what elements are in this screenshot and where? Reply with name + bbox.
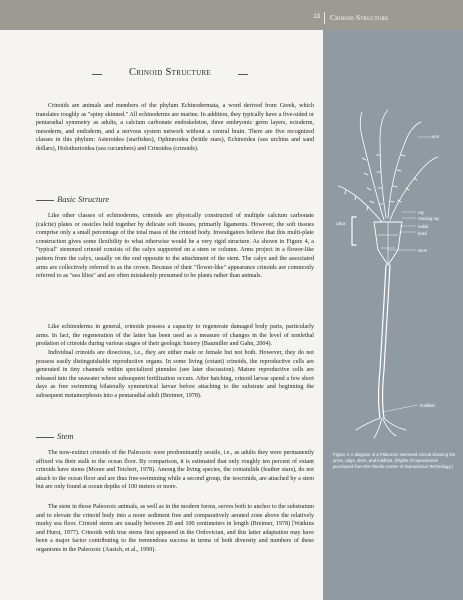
label-arm: arm [432,134,440,139]
arm-2 [380,110,388,218]
label-calyx: calyx [336,221,346,226]
stem-paragraph-1: The now-extinct crinoids of the Paleozoic were predominantly sessile, i.e., as adults they were permanently affixed via their stalk to the ocean floor. By comparison, it is estimated that only roughly ten percent of extant crinoids have stems (Moore and Teichert, 1978). Among the living species, the comatulids (feather stars), do not attach to the ocean floor and are thus free-swimming while a second group, the isocrinids, are attached by a stem but are only found at ocean depths of 100 meters or more. [36,450,314,491]
header-divider [324,12,325,24]
caption-text: Figure 4. A diagram of a Paleozoic stemmed crinoid showing the arms, calyx, stem, and holdfast. [333,452,456,464]
figure-caption [333,452,457,470]
crinoid-diagram [326,100,463,440]
section-rule-basic [36,200,54,201]
label-basil: basil [418,231,427,236]
section-heading-basic: Basic Structure [57,194,110,204]
section-rule-stem [36,437,54,438]
label-stem: stem [418,248,428,253]
basic-paragraph-1: Like other classes of echinoderms, crinoids are physically constructed of multiple calcium carbonate (calcite) plates or ossicles held together by delicate soft tissues, primarily ligaments. However, the soft tissues comprise only a small percentage of the total mass of the crinoid body. Investigators believe that this multi-plate construction gives some flexibility to what otherwise would be a very rigid structure. As shown in Figure 4, a "typical" stemmed crinoid consists of the calyx supported on a stem or column. Arms project in a flower-like pattern from the calyx, usually on the end opposite to the attachment of the stem. The calyx and the associated arms are collectively referred to as the crown. Because of their "flower-like" appearance crinoids are commonly referred to as "sea lilies" and are often mistakenly presumed to be plants rather than animals. [36,213,314,280]
page-number: 13 [313,14,320,20]
label-missing-ray: missing ray [418,216,440,221]
basic-paragraph-2: Like echinoderms in general, crinoids possess a capacity to regenerate damaged body parts, particularly arms. In fact, the regeneration of the latter has been used as a measure of changes in the level of nonlethal predation of crinoids during various stages of their geologic history (Baumiller and Gahn, 2004). [36,324,314,348]
label-ray: ray [418,210,424,215]
arm-3 [388,122,421,218]
section-heading-stem: Stem [57,431,74,441]
caption-credit: (Rights of reproduction purchased from the Florida Center of Instructional Technology.) [333,458,453,470]
label-radial: radial [418,224,429,229]
label-holdfast: holdfast [420,403,435,408]
header-band [0,0,463,30]
arm-4 [390,157,438,220]
intro-paragraph: Crinoids are animals and members of the phylum Echinodermata, a word derived from Greek, which translates roughly as "spiny skinned." All echinoderms are marine. In addition, they typically have a five-sided or pentaradial symmetry as adults, a calcium carbonate endoskeleton, three embryonic germ layers, ectoderm, mesoderm, and endoderm, and a nervous system network without a central brain. There are five recognized classes in this phylum: Asteroidea (starfishes), Ophiuroidea (brittle stars), Echinoidea (sea urchins and sand dollars), Holothurioidea (sea cucumbers) and Crinoidea (crinoids). [36,103,314,152]
running-title: Crinoid Structure [330,13,389,22]
title-rule-right [238,74,248,75]
basic-paragraph-3: Individual crinoids are dioecious, i.e., they are either male or female but not both. However, they do not possess easily distinguishable reproductive organs. In some living (extant) crinoids, the reproductive cells are generated in tiny channels within specialized pinnules (see later discussion). Mature reproductive cells are released into the seawater where subsequent fertilization occurs. After hatching, crinoid larvae spend a few short days as free swimming bilaterally symmetrical larvae before attaching to the substrate and beginning the subsequent metamorphosis into a pentaradial adult (Breimer, 1978). [36,350,314,399]
page-title: Crinoid Structure [128,67,211,78]
stem-paragraph-2: The stem in those Paleozoic animals, as well as in the modern forms, serves both to anchor to the substratum and to elevate the crinoid body into a more sediment free and comparatively aerated zone above the relatively murky sea floor. Crinoid stems are usually between 20 and 100 centimeters in length (Breimer, 1978) [Watkins and Hurst, 1977). Crinoids with true stems first appeared in the Ordovician, and this latter adaptation may have been a major factor contributing to the tremendous success in terms of both diversity and numbers of these organisms in the Paleozoic (Ausich, et al., 1999). [36,504,314,553]
